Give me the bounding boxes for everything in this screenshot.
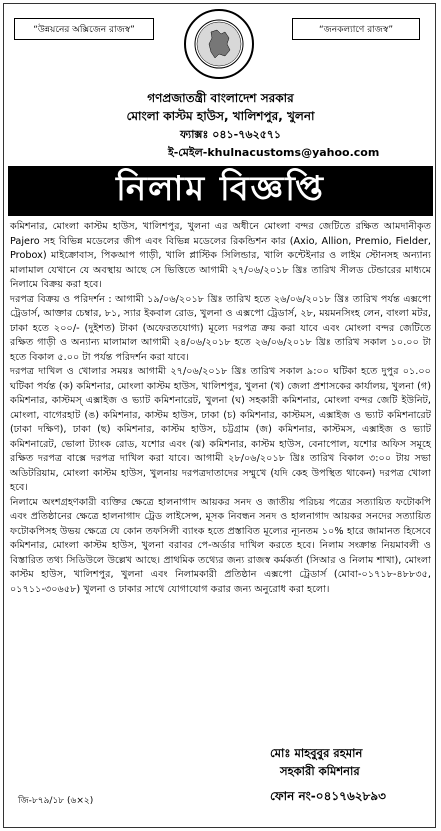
email-address: ই-মেইল-khulnacustoms@yahoo.com xyxy=(168,146,380,159)
signatory-title: সহকারী কমিশনার xyxy=(280,764,360,778)
government-name: গণপ্রজাতন্ত্রী বাংলাদেশ সরকার xyxy=(147,91,294,105)
paragraph-requirements: নিলামে অংশগ্রহণকারী ব্যক্তির ক্ষেত্রে হালনাগাদ আয়কর সনদ ও জাতীয় পরিচয় পত্রের সত্যায়িত ফটোকপি এবং প্রতিষ্ঠানের ক্ষেত্রে হালনাগাদ ট্রেড লাইসেন্স, মূসক নিবন্ধন সনদ ও হালনাগাদ আয়কর সনদের সত্যায়িত ফটোকপিসহ উভয় ক্ষেত্রে যে কোন তফসিলী ব্যাংক হতে প্রস্তাবিত মূল্যের ন্যূনতম ১০% হারে জামানত হিসেবে কমিশনার, মোংলা কাস্টম হাউস, খুলনা বরাবর পে-অর্ডার দাখিল করতে হবে। নিলাম সংক্রান্ত নিয়মাবলী ও বিস্তারিত তথ্য সিডিউলে উল্লেখ আছে। প্রাথমিক তথ্যের জন্য রাজস্ব কর্মকর্তা (সিআর ও নিলাম শাখা), মোংলা কাস্টম হাউস, খালিশপুর, খুলনা এবং নিলামকারী প্রতিষ্ঠান এক্সপো ট্রেডার্স (মোবা-০১৭১৮-৪৮৮৩৫, ০১৭১১-৩০৬৫৮) খুলনা ও ঢাকার সাথে যোগাযোগ করার জন্য অনুরোধ করা হলো। xyxy=(10,496,431,595)
signatory-phone: ফোন নং-০৪১৭৬২৮৯৩ xyxy=(270,789,386,803)
government-seal-icon xyxy=(183,8,255,80)
signatory-name: মোঃ মাহবুবুর রহমান xyxy=(270,746,363,760)
notice-title: নিলাম বিজ্ঞপ্তি xyxy=(8,166,433,216)
paragraph-intro: কমিশনার, মোংলা কাস্টম হাউস, খালিশপুর, খুলনা এর অধীনে মোংলা বন্দর জেটিতে রক্ষিত আমদানীকৃত Pajero সহ বিভিন্ন মডেলের জীপ এবং বিভিন্ন মডেলের রিকন্ডিশন কার (Axio, Allion, Premio, Fielder, Probox) মাইক্রোবাস, পিকআপ গাড়ী, খালি প্লাস্টিক সিলিন্ডার, খালি কন্টেইনার ও লাইম স্টোনসহ অন্যান্য মালামাল যেখানে যে অবস্থায় আছে সে ভিত্তিতে আগামী ২৭/০৬/২০১৮ খ্রিঃ তারিখ সীলড টেন্ডারের মাধ্যমে নিলামে বিক্রয় করা হবে। xyxy=(10,221,431,290)
fax-number: ফ্যাক্সঃ ০৪১-৭৬২৫৭১ xyxy=(180,128,282,141)
notice-body xyxy=(10,220,431,597)
paragraph-sale-inspection: দরপত্র বিক্রয় ও পরিদর্শন : আগামী ১৯/০৬/২০১৮ খ্রিঃ তারিখ হতে ২৬/০৬/২০১৮ খ্রিঃ তারিখ পর্যন্ত এক্সপো ট্রেডার্স, আক্তার চেম্বার, ৮১, স্যার ইকবাল রোড, খুলনা ও এক্সপো ট্রেডার্স, ২৮, ময়মনসিংহ লেন, বাংলা মটর, ঢাকা হতে ২০০/- (দুইশত) টাকা (অফেরতযোগ্য) মূল্যে দরপত্র ক্রয় করা যাবে এবং মোংলা বন্দর জেটিতে রক্ষিত গাড়ী ও অন্যান্য মালামাল আগামী ২৪/০৬/২০১৮ হতে ২৬/০৬/২০১৮ খ্রিঃ তারিখ সকাল ১০.০০ টা হতে বিকাল ৫.০০ টা পর্যন্ত পরিদর্শন করা যাবে। xyxy=(10,293,431,363)
paragraph-submission-opening: দরপত্র দাখিল ও খোলার সময়ঃ আগামী ২৭/০৬/২০১৮ খ্রিঃ তারিখ সকাল ৯:০০ ঘটিকা হতে দুপুর ০১.০০ ঘটিকা পর্যন্ত (ক) কমিশনার, মোংলা কাস্টম হাউস, খালিশপুর, খুলনা (খ) জেলা প্রশাসকের কার্যালয়, খুলনা (গ) কমিশনার, কাস্টমস্ এক্সাইজ ও ভ্যাট কমিশনারেট, খুলনা (ঘ) সহকারী কমিশনার, মোংলা বন্দর জেটি ইউনিট, মোংলা, বাগেরহাট (ঙ) কমিশনার, কাস্টম হাউস, ঢাকা (চ) কমিশনার, কাস্টমস, এক্সাইজ ও ভ্যাট কমিশনারেট (ঢাকা দক্ষিণ), ঢাকা (ছ) কমিশনার, কাস্টম হাউস, চট্টগ্রাম (জ) কমিশনার, কাস্টমস, এক্সাইজ ও ভ্যাট কমিশনারেট, ভোলা ট্যাংক রোড, যশোর এবং (ঝ) কমিশনার, কাস্টম হাউস, বেনাপোল, যশোর অফিস সমূহে রক্ষিত দরপত্র বাক্সে দরপত্র দাখিল করা যাবে। আগামী ২৮/০৬/২০১৮ খ্রিঃ তারিখ বিকাল ৩:০০ টায় সভা অডিটরিয়াম, মোংলা কাস্টম হাউস, খুলনায় দরপত্রদাতাদের সম্মুখে (যদি কেহ উপস্থিত থাকেন) দরপত্র খোলা হবে। xyxy=(10,366,431,493)
office-address: মোংলা কাস্টম হাউস, খালিশপুর, খুলনা xyxy=(126,109,315,123)
slogan-left: “উন্নয়নের অক্সিজেন রাজস্ব” xyxy=(14,18,154,40)
slogan-right: “জনকল্যাণে রাজস্ব” xyxy=(292,18,420,40)
reference-code: জি-৮৭৯/১৮ (৬×২) xyxy=(18,796,94,806)
